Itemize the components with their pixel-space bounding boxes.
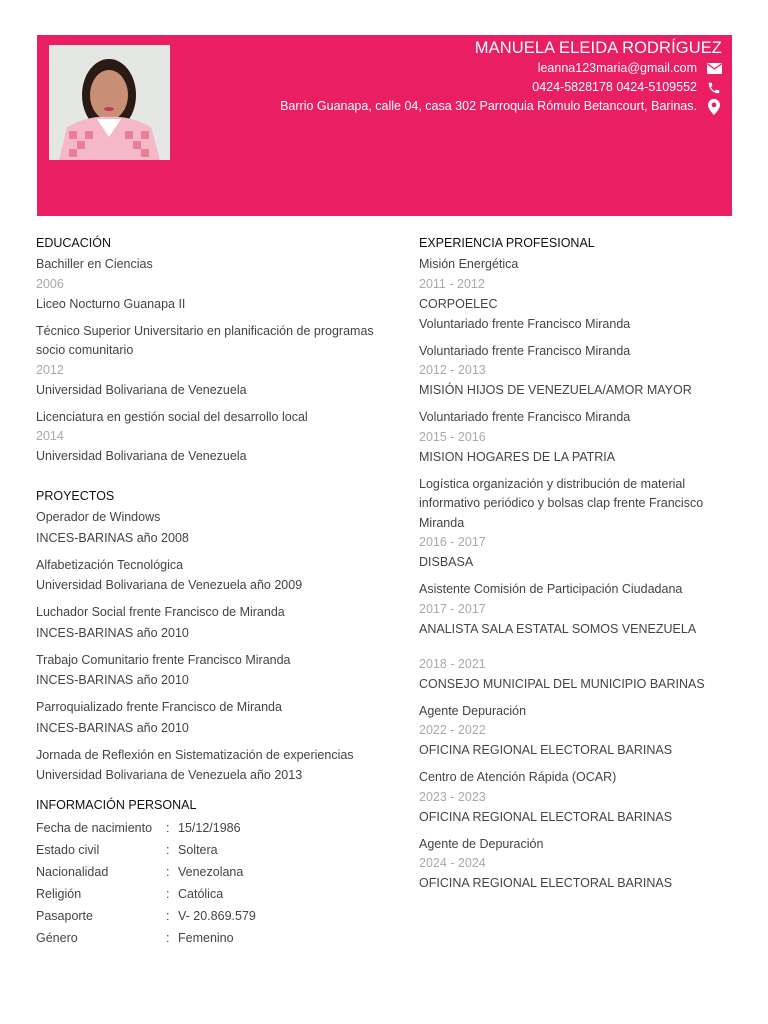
personal-info-table (36, 817, 256, 949)
personal-info-row: Nacionalidad : Venezolana (36, 865, 244, 879)
project-item: Trabajo Comunitario frente Francisco Miranda INCES-BARINAS año 2010 (36, 652, 291, 687)
candidate-name: MANUELA ELEIDA RODRÍGUEZ (474, 39, 722, 57)
phone-line (280, 78, 722, 97)
location-pin-icon (706, 99, 722, 115)
experience-item: Agente Depuración 2022 - 2022 OFICINA REGIONAL ELECTORAL BARINAS (419, 703, 673, 757)
education-heading: EDUCACIÓN (36, 236, 112, 250)
personal-info-row: Estado civil : Soltera (36, 843, 218, 857)
personal-info-row: Pasaporte : V- 20.869.579 (36, 909, 256, 923)
projects-heading: PROYECTOS (36, 489, 115, 503)
experience-item: Misión Energética 2011 - 2012 CORPOELEC Voluntariado frente Francisco Miranda (419, 257, 631, 331)
project-item: Alfabetización Tecnológica Universidad Bolivariana de Venezuela año 2009 (36, 557, 303, 592)
experience-item: Voluntariado frente Francisco Miranda 2015 - 2016 MISION HOGARES DE LA PATRIA (419, 410, 631, 464)
profile-photo (49, 45, 170, 160)
education-item: Bachiller en Ciencias 2006 Liceo Nocturno Guanapa II (36, 257, 186, 311)
email-line (280, 59, 722, 78)
experience-item: Agente de Depuración 2024 - 2024 OFICINA REGIONAL ELECTORAL BARINAS (419, 836, 673, 890)
experience-item: 2018 - 2021 CONSEJO MUNICIPAL DEL MUNICIPIO BARINAS (419, 656, 705, 691)
experience-item: Voluntariado frente Francisco Miranda 2012 - 2013 MISIÓN HIJOS DE VENEZUELA/AMOR MAYOR (419, 343, 692, 397)
experience-heading: EXPERIENCIA PROFESIONAL (419, 236, 595, 250)
education-item: Técnico Superior Universitario en planificación de programas socio comunitario 2012 Universidad Bolivariana de Venezuela (36, 323, 374, 397)
right-column (419, 235, 739, 901)
personal-info-row: Fecha de nacimiento : 15/12/1986 (36, 821, 241, 835)
left-column (36, 235, 386, 949)
project-item: Jornada de Reflexión en Sistematización de experiencias Universidad Bolivariana de Venezuela año 2013 (36, 747, 354, 782)
header-banner (37, 35, 732, 216)
address-text: Barrio Guanapa, calle 04, casa 302 Parroquia Rómulo Betancourt, Barinas. (280, 99, 697, 113)
experience-item: Centro de Atención Rápida (OCAR) 2023 - 2023 OFICINA REGIONAL ELECTORAL BARINAS (419, 770, 673, 824)
email-text[interactable]: leanna123maria@gmail.com (537, 61, 697, 75)
education-item: Licenciatura en gestión social del desarrollo local 2014 Universidad Bolivariana de Venezuela (36, 409, 308, 463)
project-item: Operador de Windows INCES-BARINAS año 2008 (36, 510, 189, 545)
phone-text: 0424-5828178 0424-5109552 (532, 80, 697, 94)
contact-block (280, 37, 722, 116)
project-item: Parroquializado frente Francisco de Miranda INCES-BARINAS año 2010 (36, 700, 282, 735)
phone-icon (706, 80, 722, 96)
address-line (280, 97, 722, 116)
experience-item: Asistente Comisión de Participación Ciudadana 2017 - 2017 ANALISTA SALA ESTATAL SOMOS VENEZUELA (419, 582, 697, 636)
project-item: Luchador Social frente Francisco de Miranda INCES-BARINAS año 2010 (36, 605, 285, 640)
envelope-icon (706, 61, 722, 77)
personal-info-row: Género : Femenino (36, 931, 234, 945)
personal-info-row: Religión : Católica (36, 887, 224, 901)
personal-info-heading: INFORMACIÓN PERSONAL (36, 798, 197, 812)
experience-item: Logística organización y distribución de material informativo periódico y bolsas clap frente Francisco Miranda 2016 - 2017 DISBASA (419, 476, 704, 569)
